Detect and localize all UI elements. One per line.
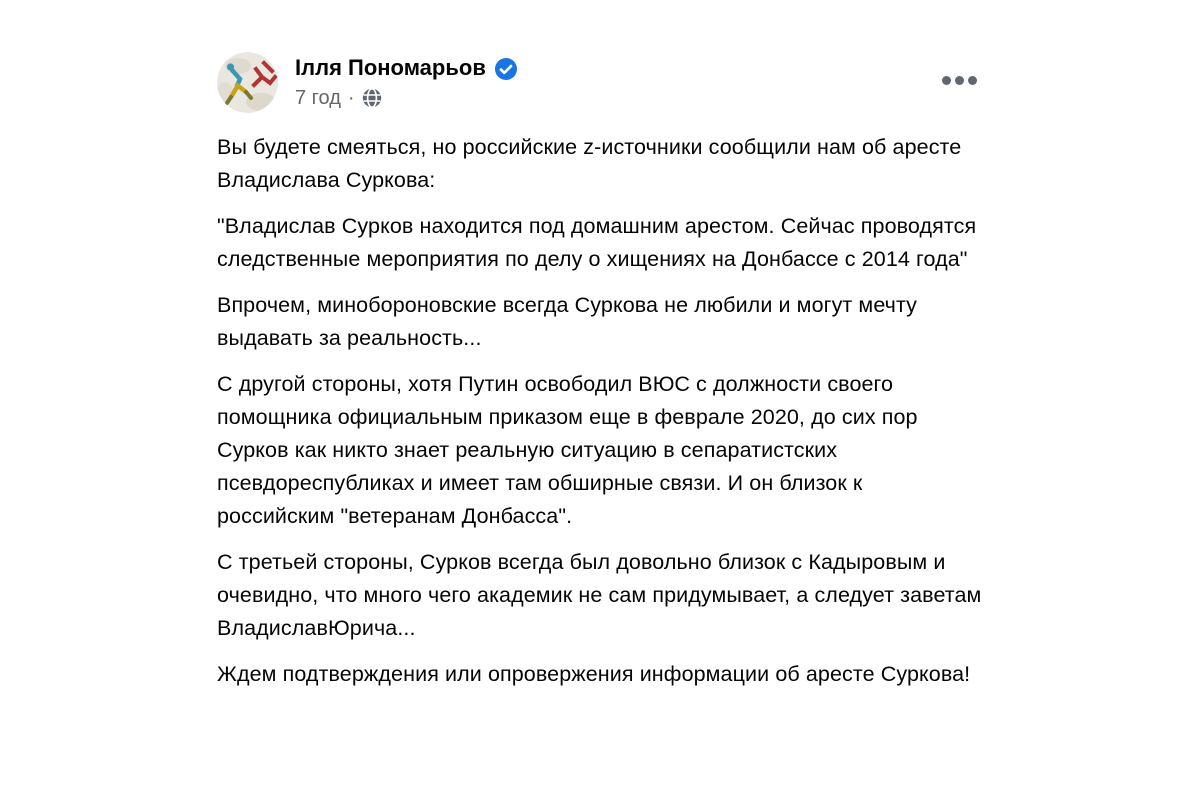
ellipsis-icon — [942, 76, 951, 85]
more-options-button[interactable] — [938, 68, 981, 93]
verified-badge-icon — [495, 58, 517, 80]
post-paragraph: "Владислав Сурков находится под домашним арестом. Сейчас проводятся следственные мероприятия по делу о хищениях на Донбассе с 2014 года" — [217, 214, 977, 271]
post-header — [217, 52, 983, 113]
post-body — [217, 131, 983, 691]
author-name[interactable]: Ілля Пономарьов — [295, 55, 486, 80]
post-paragraph: С третьей стороны, Сурков всегда был довольно близок с Кадыровым и очевидно, что много чего академик не сам придумывает, а следует заветам ВладиславЮрича... — [217, 550, 982, 640]
globe-icon — [362, 88, 382, 108]
timestamp[interactable]: 7 год — [295, 87, 341, 109]
post-meta — [295, 85, 517, 111]
facebook-post — [217, 0, 983, 691]
post-paragraph: Впрочем, минобороновские всегда Суркова не любили и могут мечту выдавать за реальность... — [217, 293, 917, 350]
avatar[interactable] — [217, 52, 278, 113]
post-paragraph: Вы будете смеяться, но российские z-источники сообщили нам об аресте Владислава Суркова: — [217, 135, 962, 192]
header-text — [295, 52, 517, 111]
post-paragraph: Ждем подтверждения или опровержения информации об аресте Суркова! — [217, 662, 971, 686]
post-paragraph: С другой стороны, хотя Путин освободил ВЮС с должности своего помощника официальным приказом еще в феврале 2020, до сих пор Сурков как никто знает реальную ситуацию в сепаратистских псевдореспубликах и имеет там обширные связи. И он близок к российским "ветеранам Донбасса". — [217, 372, 918, 528]
meta-separator: · — [347, 87, 355, 109]
